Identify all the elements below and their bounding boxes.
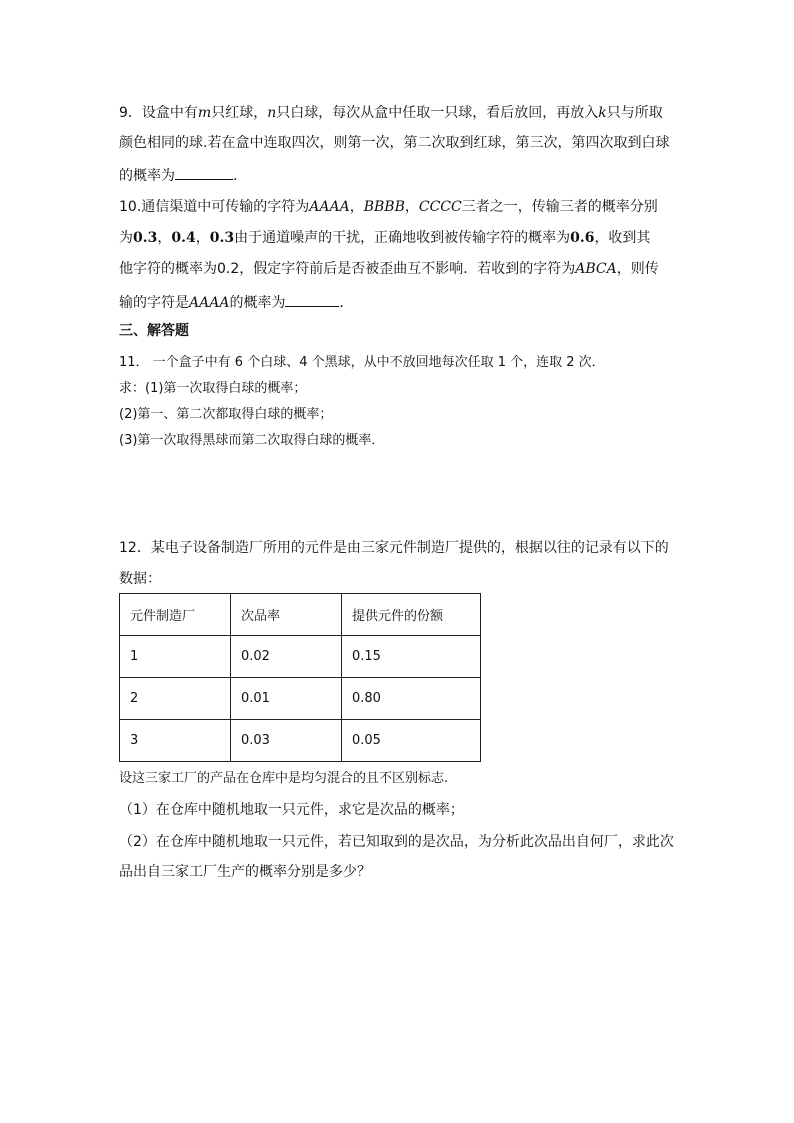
q9-text: . [233, 168, 238, 184]
q10-line-1 [119, 198, 658, 216]
q10-text: ． [339, 295, 354, 311]
table-cell: 0.80 [342, 678, 481, 720]
table-header-row [120, 594, 481, 636]
table-cell: 3 [120, 720, 231, 762]
table-header-cell: 元件制造厂 [120, 594, 231, 636]
q12-subq-2-line-2: 品出自三家工厂生产的概率分别是多少？ [119, 864, 371, 880]
answer-blank [175, 165, 233, 180]
q12-subq-1: （1）在仓库中随机地取一只元件，求它是次品的概率； [119, 802, 464, 818]
table-cell: 0.03 [231, 720, 342, 762]
table-cell: 0.01 [231, 678, 342, 720]
q9-text: 只白球，每次从盒中任取一只球，看后放回，再放入 [276, 105, 599, 121]
q9-text: 的概率为 [119, 168, 175, 184]
symbol-cccc: CCCC [418, 199, 462, 215]
q11-line-3: (2)第一、第二次都取得白球的概率； [119, 407, 333, 422]
table-row [120, 636, 481, 678]
q10-line-2 [119, 229, 650, 247]
answer-blank [285, 292, 339, 307]
q12-subq-2-line-1: （2）在仓库中随机地取一只元件，若已知取到的是次品，为分析此次品出自何厂，求此次 [119, 834, 674, 850]
var-k: k [598, 105, 607, 121]
symbol-bbbb: BBBB [363, 199, 405, 215]
separator: ， [157, 230, 172, 246]
table-cell: 0.05 [342, 720, 481, 762]
q10-text: ，收到其 [594, 230, 651, 246]
var-m: m [197, 105, 212, 121]
q12-after-table: 设这三家工厂的产品在仓库中是均匀混合的且不区别标志. [119, 771, 449, 786]
symbol-aaaa: AAAA [309, 199, 350, 215]
table-cell: 0.02 [231, 636, 342, 678]
symbol-abca: ABCA [575, 261, 617, 277]
q10-text: 由于通道噪声的干扰，正确地收到被传输字符的概率为 [234, 230, 571, 246]
table-header-cell: 次品率 [231, 594, 342, 636]
q10-text: 他字符的概率为0.2，假定字符前后是否被歪曲互不影响．若收到的字符为 [119, 261, 576, 277]
table-row [120, 678, 481, 720]
section-heading: 三、解答题 [119, 323, 189, 339]
q10-text: 输的字符是 [119, 295, 189, 311]
q10-line-4 [119, 292, 353, 312]
table-cell: 1 [120, 636, 231, 678]
q9-text: 9．设盒中有 [119, 105, 198, 121]
q11-line-1: 11． 一个盒子中有 6 个白球、4 个黑球，从中不放回地每次任取 1 个，连取 2 次． [119, 355, 605, 370]
prob-value: 0.6 [570, 230, 595, 246]
prob-value: 0.3 [133, 230, 158, 246]
q10-text: 10.通信渠道中可传输的字符为 [119, 199, 310, 215]
q9-text: 只红球， [211, 105, 268, 121]
q10-text: 三者之一，传输三者的概率分别 [461, 199, 658, 215]
symbol-aaaa: AAAA [189, 295, 230, 311]
q10-text: 为 [119, 230, 133, 246]
q11-line-4: (3)第一次取得黑球而第二次取得白球的概率． [119, 433, 385, 448]
q11-line-2: 求：(1)第一次取得白球的概率； [119, 381, 307, 396]
q9-line-3 [119, 165, 237, 185]
separator: ， [195, 230, 210, 246]
q9-line-1 [119, 104, 663, 122]
q9-line-2: 颜色相同的球.若在盒中连取四次，则第一次，第二次取到红球，第三次，第四次取到白球 [119, 135, 670, 151]
q12-line-1: 12．某电子设备制造厂所用的元件是由三家元件制造厂提供的，根据以往的记录有以下的 [119, 540, 669, 556]
q10-text: 的概率为 [229, 295, 286, 311]
q9-text: 只与所取 [606, 105, 663, 121]
data-table [119, 593, 481, 762]
table-header-cell: 提供元件的份额 [342, 594, 481, 636]
separator: ， [349, 199, 364, 215]
table-cell: 0.15 [342, 636, 481, 678]
prob-value: 0.4 [171, 230, 196, 246]
q12-line-2: 数据： [119, 571, 161, 587]
table-cell: 2 [120, 678, 231, 720]
q10-line-3 [119, 260, 659, 278]
table-row [120, 720, 481, 762]
separator: ， [404, 199, 419, 215]
var-n: n [267, 105, 277, 121]
q10-text: ，则传 [616, 261, 659, 277]
prob-value: 0.3 [209, 230, 235, 246]
